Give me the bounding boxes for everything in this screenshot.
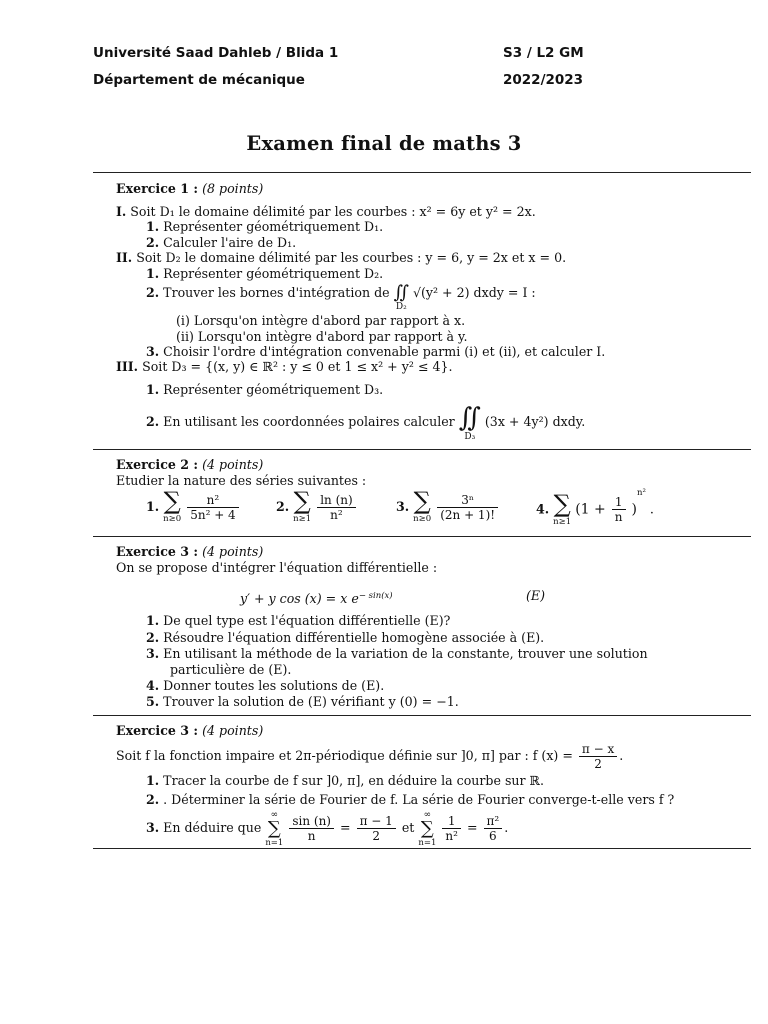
divider [93, 536, 751, 537]
item-label: 5. [146, 694, 160, 709]
fraction [317, 493, 355, 522]
question-II-2: 2. Trouver les bornes d'intégration de ∬ D₂ √(y² + 2) dxdy = I : [146, 282, 536, 312]
integral-domain: D₃ [464, 431, 476, 442]
exam-title: Examen final de maths 3 [246, 132, 522, 155]
fraction [484, 814, 503, 843]
exercise-heading-label: Exercice 2 : [116, 457, 199, 472]
equation-tag: (E) [526, 588, 546, 603]
numerator: π² [484, 814, 503, 829]
question-text: Calculer l'aire de D₁. [163, 235, 297, 250]
item-label: 3. [146, 646, 160, 661]
question-text: Résoudre l'équation différentielle homogène associée à (E). [163, 630, 545, 645]
sum-index: n≥0 [413, 514, 432, 524]
series-item-1 [146, 489, 241, 531]
denominator: n [307, 829, 316, 843]
question-4-3 [146, 808, 508, 848]
numerator: ln (n) [317, 493, 355, 508]
level-label: S3 / L2 GM [503, 45, 584, 61]
sum-index: n=1 [265, 837, 284, 848]
equation-text: y′ + y cos (x) = x e [240, 591, 359, 607]
question-text: Représenter géométriquement D₁. [163, 219, 384, 234]
sum-upper: ∞ [270, 809, 279, 820]
fraction [437, 493, 498, 522]
sum-symbol: ∑ n≥1 [293, 487, 312, 524]
item-label: 3. [146, 820, 160, 835]
exercise-heading-label: Exercice 1 : [116, 181, 199, 196]
item-label: 2. [276, 499, 290, 514]
divider [93, 715, 751, 716]
question-4-2 [146, 792, 674, 808]
part-text: Soit D₂ le domaine délimité par les courbes : y = 6, y = 2x et x = 0. [136, 250, 567, 265]
conjunction: et [401, 820, 415, 835]
integral-symbol: ∬ [393, 282, 401, 303]
numerator: n² [187, 493, 239, 508]
question-II-1: 1. Représenter géométriquement D₂. [146, 266, 384, 281]
item-label: 1. [146, 773, 160, 788]
expression-close: ) [631, 501, 637, 518]
exercise-points: (4 points) [202, 457, 264, 472]
denominator: n² [445, 829, 458, 843]
equals-sign: = [340, 820, 351, 835]
item-label: 1. [146, 499, 160, 514]
item-label: 4. [146, 678, 160, 693]
double-integral [459, 404, 481, 442]
fraction [289, 814, 334, 843]
sum-symbol: ∑ n≥0 [163, 487, 182, 524]
exercise-2-heading [116, 457, 263, 473]
fraction [187, 493, 239, 522]
question-3-3 [146, 646, 648, 662]
series-item-4: 4. ∑ n≥1 (1 + $\frac{1}{n}$ )$^{n^2}$ . [536, 488, 654, 527]
part-III [116, 359, 452, 375]
question-text: De quel type est l'équation différentielle (E)? [163, 613, 451, 628]
question-3-5 [146, 694, 459, 710]
part-label: I. [116, 204, 127, 219]
denominator: 2 [594, 757, 602, 771]
question-text: Tracer la courbe de f sur ]0, π], en déduire la courbe sur ℝ. [163, 773, 545, 788]
exercise-3-intro: On se propose d'intégrer l'équation différentielle : [116, 560, 438, 575]
question-3-3-cont [170, 662, 291, 678]
divider [93, 848, 751, 849]
question-3-4 [146, 678, 384, 694]
question-III-1: 1. Représenter géométriquement D₃. [146, 382, 384, 397]
exercise-4-heading [116, 723, 263, 739]
integral-symbol: ∬ [458, 402, 473, 433]
question-text: En utilisant les coordonnées polaires calculer [163, 414, 455, 429]
equals-sign: = [466, 820, 478, 835]
denominator: 2 [372, 829, 380, 843]
item-label: 2. [146, 792, 160, 807]
question-3-2 [146, 630, 544, 646]
fraction [579, 742, 617, 771]
denominator: (2n + 1)! [440, 507, 496, 522]
part-label: III. [116, 359, 139, 374]
integrand: √(y² + 2) dxdy = I : [412, 285, 536, 300]
sum-index: n≥1 [553, 516, 572, 527]
denominator: n [614, 510, 623, 524]
part-I [116, 204, 536, 220]
sum-upper: ∞ [423, 809, 432, 820]
exercise-4-intro: Soit f la fonction impaire et 2π-périodique définie sur ]0, π] par : f (x) = $\frac{\pi - x}{2}$ . [116, 742, 624, 771]
sum-symbol: ∞ ∑ n=1 [265, 809, 284, 848]
fraction [357, 814, 396, 843]
question-text: En déduire que [163, 820, 262, 835]
exercise-heading-label: Exercice 3 : [116, 723, 199, 738]
integral-domain: D₂ [395, 302, 407, 312]
exponent: n² [637, 488, 646, 498]
university-name: Université Saad Dahleb / Blida 1 [93, 45, 339, 61]
series-item-2 [276, 489, 358, 531]
question-I-2: 2. Calculer l'aire de D₁. [146, 235, 297, 250]
question-text: Trouver les bornes d'intégration de [163, 285, 390, 300]
numerator: 3ⁿ [437, 493, 498, 508]
fraction [442, 814, 461, 843]
denominator: n² [330, 507, 343, 522]
sum-index: n=1 [418, 837, 437, 848]
question-text: particulière de (E). [170, 662, 292, 677]
exercise-heading-label: Exercice 3 : [116, 544, 199, 559]
exercise-points: (4 points) [202, 723, 264, 738]
academic-year: 2022/2023 [503, 72, 584, 88]
exercise-points: (8 points) [202, 181, 264, 196]
item-label: 1. [146, 613, 160, 628]
equation-exponent: − sin(x) [358, 591, 393, 601]
question-text: Représenter géométriquement D₃. [163, 382, 384, 397]
sum-index: n≥1 [293, 514, 312, 524]
question-II-3: 3. Choisir l'ordre d'intégration convenable parmi (i) et (ii), et calculer I. [146, 344, 606, 359]
numerator: sin (n) [289, 814, 334, 829]
exercise-1-heading [116, 181, 263, 197]
divider [93, 172, 751, 173]
question-II-ii: (ii) Lorsqu'on intègre d'abord par rapport à y. [176, 329, 468, 344]
integrand: (3x + 4y²) dxdy. [484, 414, 586, 429]
denominator: 6 [489, 829, 497, 843]
question-II-i: (i) Lorsqu'on intègre d'abord par rapport à x. [176, 313, 466, 328]
period: . [504, 820, 509, 835]
exercise-3-heading [116, 544, 263, 560]
question-text: En utilisant la méthode de la variation de la constante, trouver une solution [163, 646, 648, 661]
question-text: Choisir l'ordre d'intégration convenable parmi (i) et (ii), et calculer I. [163, 344, 606, 359]
question-III-2: 2. En utilisant les coordonnées polaires calculer ∬ D₃ (3x + 4y²) dxdy. [146, 402, 586, 442]
part-label: II. [116, 250, 133, 265]
question-text: Trouver la solution de (E) vérifiant y (0) = −1. [163, 694, 459, 709]
numerator: π − x [579, 742, 617, 757]
sum-symbol: ∑ n≥1 [553, 489, 572, 527]
question-text: Représenter géométriquement D₂. [163, 266, 384, 281]
divider [93, 449, 751, 450]
sum-symbol: ∞ ∑ n=1 [418, 809, 437, 848]
department-name: Département de mécanique [93, 72, 305, 88]
part-II [116, 250, 566, 266]
series-item-3 [396, 489, 500, 531]
item-label: 3. [396, 499, 410, 514]
question-3-1 [146, 613, 450, 629]
sum-symbol: ∑ n≥0 [413, 487, 432, 524]
numerator: 1 [612, 495, 626, 510]
sum-index: n≥0 [163, 514, 182, 524]
expression-open: (1 + [575, 501, 606, 518]
item-label: 4. [536, 501, 550, 517]
numerator: π − 1 [357, 814, 396, 829]
differential-equation [240, 588, 393, 607]
part-text: Soit D₁ le domaine délimité par les courbes : x² = 6y et y² = 2x. [130, 204, 536, 219]
double-integral [394, 284, 409, 312]
item-label: 2. [146, 630, 160, 645]
question-text: Donner toutes les solutions de (E). [163, 678, 385, 693]
exercise-points: (4 points) [202, 544, 264, 559]
question-I-1: 1. Représenter géométriquement D₁. [146, 219, 384, 234]
numerator: 1 [442, 814, 461, 829]
exercise-2-intro: Etudier la nature des séries suivantes : [116, 473, 367, 488]
denominator: 5n² + 4 [190, 507, 236, 522]
part-text: Soit D₃ = {(x, y) ∈ ℝ² : y ≤ 0 et 1 ≤ x² + y² ≤ 4}. [142, 359, 453, 374]
question-text: . Déterminer la série de Fourier de f. La série de Fourier converge-t-elle vers f ? [163, 792, 675, 807]
question-4-1 [146, 773, 544, 789]
fraction [612, 495, 626, 524]
intro-text: Soit f la fonction impaire et 2π-périodique définie sur ]0, π] par : f (x) = [116, 748, 573, 763]
